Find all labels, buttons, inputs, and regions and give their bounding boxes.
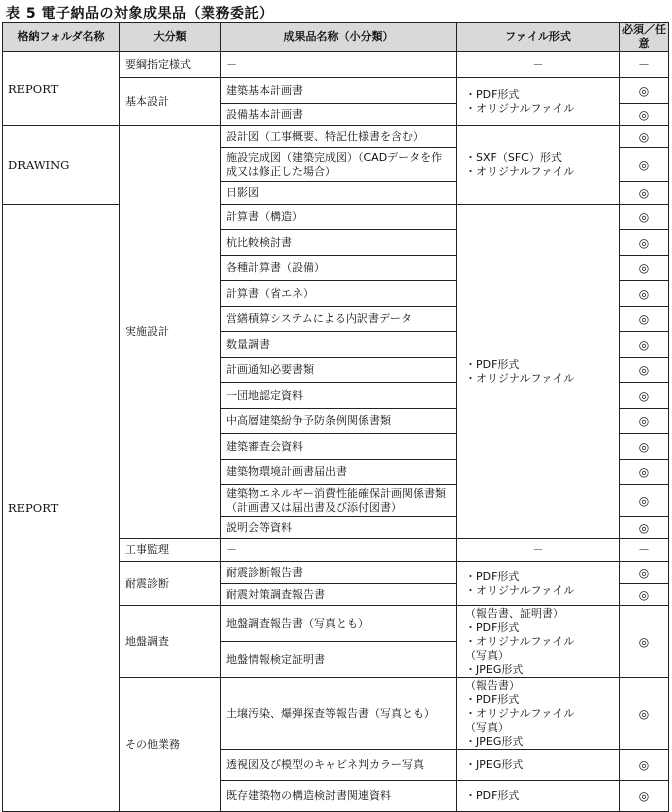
required-r26: ◎ (620, 750, 669, 781)
required-r17: ◎ (620, 460, 669, 485)
format-cell: － (457, 52, 620, 78)
table-row (3, 52, 669, 78)
format-cell (457, 126, 620, 205)
category-taishin: 耐震診断 (120, 562, 221, 606)
item-r23: 地盤調査報告書（写真とも） (221, 606, 457, 642)
format-line: ・オリジナルファイル (465, 583, 575, 597)
item-r17: 建築物環境計画書届出書 (221, 460, 457, 485)
item-r21: 耐震診断報告書 (221, 562, 457, 584)
format-line: ・PDF形式 (465, 692, 520, 706)
required-r10: ◎ (620, 281, 669, 307)
item-r01: － (221, 52, 457, 78)
item-r04: 設計図（工事概要、特記仕様書を含む） (221, 126, 457, 148)
item-r22: 耐震対策調査報告書 (221, 584, 457, 606)
category-kouji: 工事監理 (120, 539, 221, 562)
item-r19: 説明会等資料 (221, 517, 457, 539)
item-r02: 建築基本計画書 (221, 78, 457, 104)
format-line: ・PDF形式 (465, 357, 520, 371)
item-r26: 透視図及び模型のキャビネ判カラー写真 (221, 750, 457, 781)
format-cell: － (457, 539, 620, 562)
required-r22: ◎ (620, 584, 669, 606)
format-line: （報告書） (465, 678, 520, 692)
format-line: （報告書、証明書） (465, 606, 564, 620)
required-r08: ◎ (620, 230, 669, 256)
required-r21: ◎ (620, 562, 669, 584)
format-cell (457, 606, 620, 678)
required-r19: ◎ (620, 517, 669, 539)
format-line: ・PDF形式 (465, 87, 520, 101)
required-r09: ◎ (620, 256, 669, 281)
required-r16: ◎ (620, 434, 669, 460)
item-r11: 営繕積算システムによる内訳書データ (221, 307, 457, 332)
header-category: 大分類 (120, 23, 221, 52)
required-r05: ◎ (620, 148, 669, 182)
header-row (3, 23, 669, 52)
item-r06: 日影図 (221, 182, 457, 205)
folder-report: REPORT (3, 205, 120, 812)
item-r25: 土壌汚染、爆弾探査等報告書（写真とも） (221, 678, 457, 750)
item-r15: 中高層建築紛争予防条例関係書類 (221, 409, 457, 434)
format-line: ・オリジナルファイル (465, 634, 575, 648)
item-r05: 施設完成図（建築完成図）（CADデータを作成又は修正した場合） (221, 148, 457, 182)
format-line: ・オリジナルファイル (465, 371, 575, 385)
deliverables-table (2, 22, 669, 812)
required-r18: ◎ (620, 485, 669, 517)
format-line: ・JPEG形式 (465, 662, 524, 676)
format-cell: ・JPEG形式 (457, 750, 620, 781)
format-line: （写真） (465, 720, 509, 734)
format-cell (457, 205, 620, 539)
required-r07: ◎ (620, 205, 669, 230)
required-r13: ◎ (620, 358, 669, 383)
category-youkou: 要綱指定様式 (120, 52, 221, 78)
format-cell (457, 678, 620, 750)
format-cell (457, 78, 620, 126)
format-cell (457, 562, 620, 606)
table-row (3, 126, 669, 148)
category-jiban: 地盤調査 (120, 606, 221, 678)
item-r24: 地盤情報検定証明書 (221, 642, 457, 678)
item-r27: 既存建築物の構造検討書関連資料 (221, 781, 457, 812)
item-r10: 計算書（省エネ） (221, 281, 457, 307)
format-line: ・SXF（SFC）形式 (465, 151, 562, 164)
required-r06: ◎ (620, 182, 669, 205)
table-title: 表 5 電子納品の対象成果品（業務委託） (6, 6, 274, 22)
format-line: ・オリジナルファイル (465, 706, 575, 720)
item-r03: 設備基本計画書 (221, 104, 457, 126)
required-r12: ◎ (620, 332, 669, 358)
format-line: ・オリジナルファイル (465, 165, 575, 178)
item-r16: 建築審査会資料 (221, 434, 457, 460)
format-line: ・PDF形式 (465, 569, 520, 583)
item-r20: － (221, 539, 457, 562)
required-r25: ◎ (620, 678, 669, 750)
header-folder: 格納フォルダ名称 (3, 23, 120, 52)
item-r07: 計算書（構造） (221, 205, 457, 230)
item-r12: 数量調書 (221, 332, 457, 358)
required-r01: － (620, 52, 669, 78)
required-r23: ◎ (620, 606, 669, 678)
required-r02: ◎ (620, 78, 669, 104)
required-r27: ◎ (620, 781, 669, 812)
format-line: （写真） (465, 648, 509, 662)
table-row (3, 205, 669, 230)
required-r03: ◎ (620, 104, 669, 126)
item-r18: 建築物エネルギー消費性能確保計画関係書類（計画書又は届出書及び添付図書） (221, 485, 457, 517)
required-r14: ◎ (620, 383, 669, 409)
folder-drawing: DRAWING (3, 126, 120, 205)
item-r13: 計画通知必要書類 (221, 358, 457, 383)
category-kihon: 基本設計 (120, 78, 221, 126)
header-required: 必須／任意 (620, 23, 669, 52)
format-line: ・JPEG形式 (465, 734, 524, 748)
category-sonota: その他業務 (120, 678, 221, 812)
format-cell: ・PDF形式 (457, 781, 620, 812)
format-line: ・オリジナルファイル (465, 101, 575, 115)
required-r11: ◎ (620, 307, 669, 332)
folder-report: REPORT (3, 52, 120, 126)
item-r08: 杭比較検討書 (221, 230, 457, 256)
required-r20: － (620, 539, 669, 562)
format-line: ・PDF形式 (465, 620, 520, 634)
required-r15: ◎ (620, 409, 669, 434)
required-r04: ◎ (620, 126, 669, 148)
item-r14: 一団地認定資料 (221, 383, 457, 409)
header-item: 成果品名称（小分類） (221, 23, 457, 52)
item-r09: 各種計算書（設備） (221, 256, 457, 281)
category-jisshi: 実施設計 (120, 126, 221, 539)
header-format: ファイル形式 (457, 23, 620, 52)
